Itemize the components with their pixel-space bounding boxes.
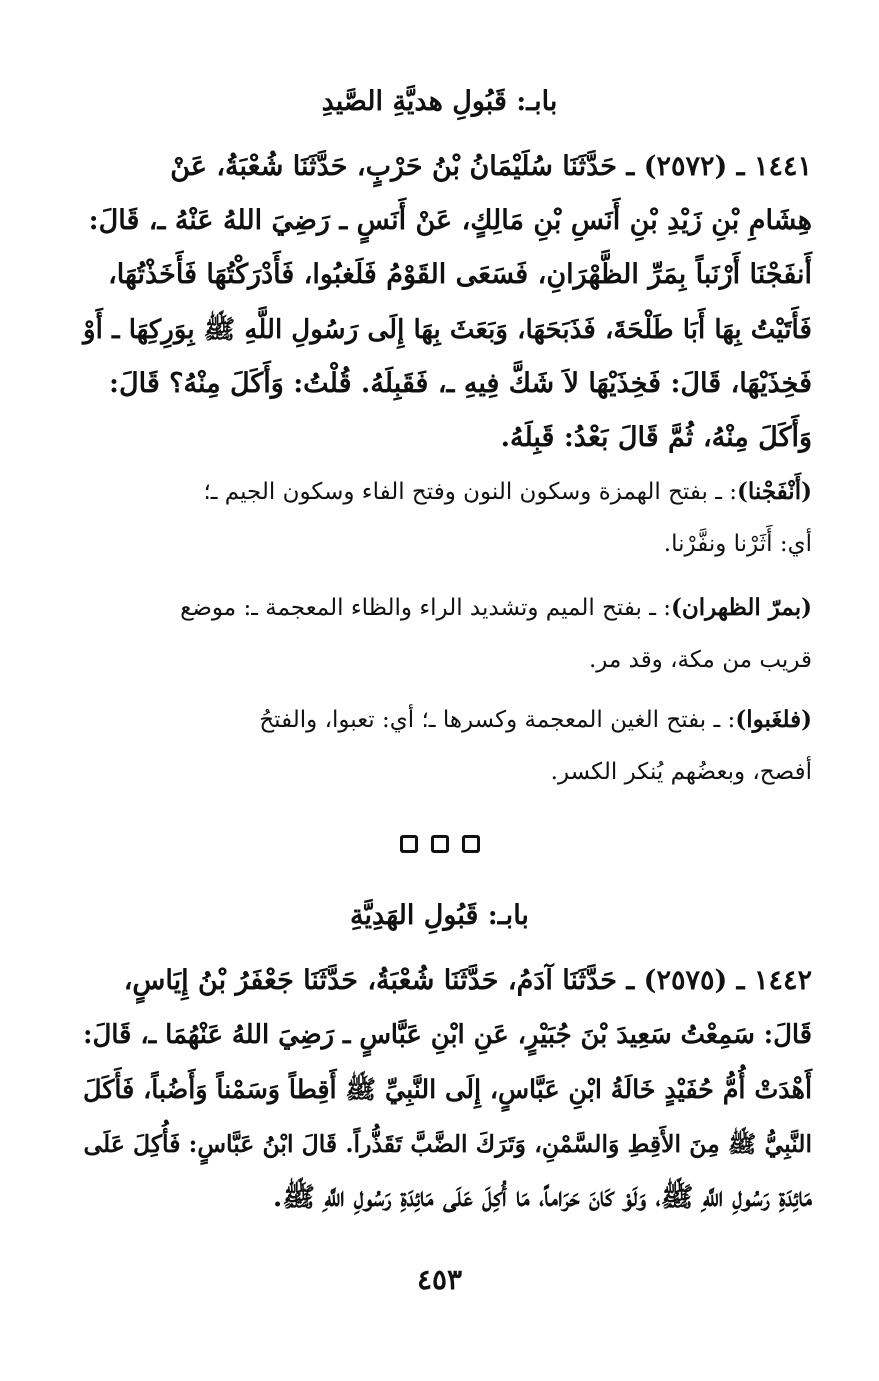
hadith-line: ١٤٤١ ـ (٢٥٧٢) ـ حَدَّثَنَا سُلَيْمَانُ بْنُ حَرْبٍ، حَدَّثَنَا شُعْبَةُ، عَنْ (170, 151, 812, 182)
hadith-1442 (68, 954, 812, 1225)
gloss-line (68, 694, 812, 746)
gloss-line (68, 582, 812, 634)
section-separator (0, 832, 879, 856)
gloss-term: (أَنْفَجْنا) (737, 478, 812, 505)
gloss-anfajna (68, 466, 812, 570)
hadith-line: ١٤٤٢ ـ (٢٥٧٥) ـ حَدَّثَنَا آدَمُ، حَدَّثَنَا شُعْبَةُ، حَدَّثَنَا جَعْفَرُ بْنُ إِيَاسٍ، (123, 965, 812, 996)
gloss-line: قريب من مكة، وقد مر. (588, 647, 812, 673)
separator-square-icon (431, 835, 449, 853)
gloss-text: : ـ بفتح الهمزة وسكون النون وفتح الفاء وسكون الجيم ـ؛ (203, 479, 737, 505)
gloss-text: : ـ بفتح الغين المعجمة وكسرها ـ؛ أي: تعبوا، والفتحُ (259, 707, 736, 733)
hadith-line: قَالَ: سَمِعْتُ سَعِيدَ بْنَ جُبَيْرٍ، عَنِ ابْنِ عَبَّاسٍ ـ رَضِيَ اللهُ عَنْهُمَا ـ، قَالَ: (82, 1020, 812, 1051)
gloss-term: (فلغَبوا) (735, 706, 812, 733)
hadith-line: هِشَامِ بْنِ زَيْدِ بْنِ أَنَسِ بْنِ مَالِكٍ، عَنْ أَنَسٍ ـ رَضِيَ اللهُ عَنْهُ ـ، قَالَ: (88, 205, 812, 237)
hadith-line: أَهْدَتْ أُمُّ حُفَيْدٍ خَالَةُ ابْنِ عَبَّاسٍ، إِلَى النَّبِيِّ ﷺ أَقِطاً وَسَمْناً وَأَضُباً، فَأَكَلَ (83, 1074, 812, 1105)
gloss-term: (بمرّ الظهران) (671, 594, 812, 621)
hadith-line: وَأَكَلَ مِنْهُ، ثُمَّ قَالَ بَعْدُ: قَبِلَهُ. (500, 421, 812, 453)
gloss-line: أفصح، وبعضُهم يُنكر الكسر. (550, 759, 812, 785)
gloss-laghibu (68, 694, 812, 798)
hadith-1441 (68, 140, 812, 465)
gloss-line (68, 466, 812, 518)
separator-square-icon (462, 835, 480, 853)
chapter-title-accepting-gifts: بابـ: قَبُولِ الهَدِيَّةِ (350, 900, 529, 931)
separator-square-icon (400, 835, 418, 853)
hadith-line: النَّبِيُّ ﷺ مِنَ الأَقِطِ وَالسَّمْنِ، وَتَرَكَ الضَّبَّ تَقَذُّراً. قَالَ ابْنُ عَبَّاسٍ: فَأُكِلَ عَلَى (83, 1129, 812, 1158)
page-number: ٤٥٣ (416, 1263, 463, 1296)
hadith-line: مَائِدَةِ رَسُولِ اللَّهِ ﷺ، وَلَوْ كَانَ حَرَاماً، مَا أُكِلَ عَلَى مَائِدَةِ رَسُولِ اللَّهِ ﷺ. (272, 1181, 812, 1213)
gloss-line: أي: أَثَرْنا ونفَّرْنا. (663, 531, 812, 557)
hadith-line: أَنفَجْنَا أَرْنَباً بِمَرِّ الظَّهْرَانِ، فَسَعَى القَوْمُ فَلَغبُوا، فَأَدْرَكْتُهَا فَأَخَذْتُهَا، (108, 259, 812, 291)
gloss-marr-al-zahran (68, 582, 812, 686)
hadith-line: فَأَتَيْتُ بِهَا أَبَا طَلْحَةَ، فَذَبَحَهَا، وَبَعَثَ بِهَا إِلَى رَسُولِ اللَّهِ ﷺ بِوَرِكِهَا ـ أَوْ (83, 313, 812, 345)
chapter-title-gift-of-game: بابـ: قَبُولِ هديَّةِ الصَّيدِ (321, 86, 558, 117)
gloss-text: : ـ بفتح الميم وتشديد الراء والظاء المعجمة ـ: موضع (180, 595, 671, 621)
hadith-line: فَخِذَيْهَا، قَالَ: فَخِذَيْهَا لاَ شَكَّ فِيهِ ـ، فَقَبِلَهُ. قُلْتُ: وَأَكَلَ مِنْهُ؟ قَالَ: (109, 367, 812, 399)
